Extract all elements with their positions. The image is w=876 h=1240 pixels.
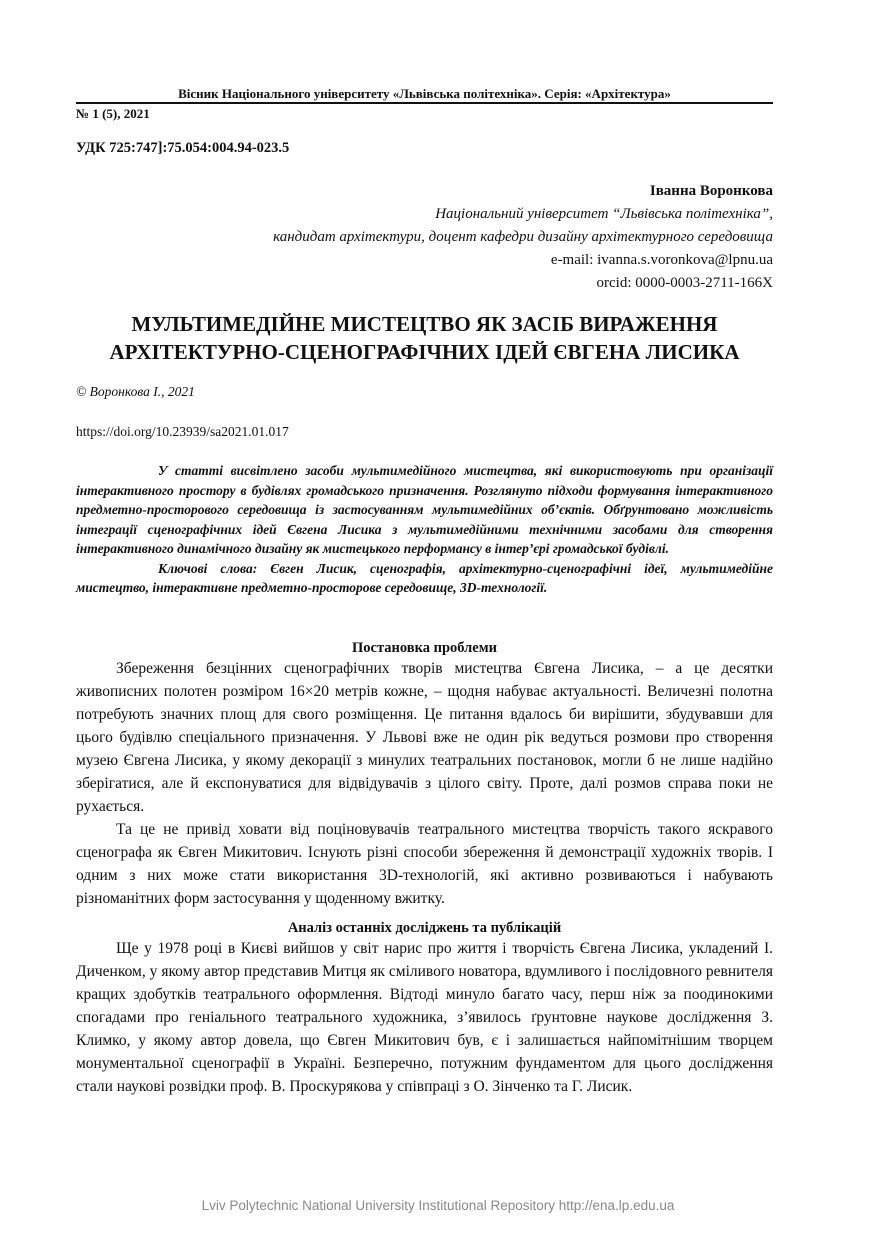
section-heading: Аналіз останніх досліджень та публікацій [287,920,562,936]
journal-header: Вісник Національного університету «Львівська політехніка». Серія: «Архітектура» [178,86,671,101]
section-body [76,657,773,910]
paragraph: Ще у 1978 році в Києві вийшов у світ нарис про життя і творчість Євгена Лисика, укладений І. Диченком, у якому автор представив Митця як сміливого новатора, вдумливого і послідовного ревнителя кращих здобутків театрального оформлення. Відтоді минуло багато часу, перш ніж за поодинокими спогадами про геніального театрального художника, з’явилось ґрунтовне наукове дослідження З. Климко, у якому автор довела, що Євген Микитович був, є і залишається найпомітнішим творцем монументальної сценографії в Україні. Безперечно, потужним фундаментом для цього дослідження стали наукові розвідки проф. В. Проскурякова у співпраці з О. Зінченко та Г. Лисик. [76,940,773,1095]
keywords: Ключові слова: Євген Лисик, сценографія, архітектурно-сценографічні ідеї, мультимедійне мистецтво, інтерактивне предметно-просторове середовище, 3D-технології. [76,560,773,595]
paragraph: Та це не привід ховати від поціновувачів театрального мистецтва творчість такого яскравого сценографа як Євген Микитович. Існують різні способи збереження й демонстрації художніх творів. І одним з них може стати використання 3D-технологій, які активно розвиваються і набувають різноманітних форм застосування у щоденному вжитку. [76,821,773,907]
paragraph: Збереження безцінних сценографічних творів мистецтва Євгена Лисика, – а це десятки живописних полотен розміром 16×20 метрів кожне, – щодня набуває актуальності. Величезні полотна потребують значних площ для свого розміщення. Це питання вдалось би вирішити, збудувавши для цього будівлю спеціального призначення. У Львові вже не один рік ведуться розмови про створення музею Євгена Лисика, у якому декорації з минулих театральних постановок, могли б не лише надійно зберігатися, але й експонуватися для відвідувачів з цілого світу. Проте, далі розмов справа поки не рухається. [76,660,773,815]
issue-number: № 1 (5), 2021 [76,106,150,121]
title-line-2: АРХІТЕКТУРНО-СЦЕНОГРАФІЧНИХ ІДЕЙ ЄВГЕНА ЛИСИКА [109,340,740,364]
title-line-1: МУЛЬТИМЕДІЙНЕ МИСТЕЦТВО ЯК ЗАСІБ ВИРАЖЕННЯ [131,312,718,336]
udc-code: УДК 725:747]:75.054:004.94-023.5 [76,140,290,156]
author-position: кандидат архітектури, доцент кафедри дизайну архітектурного середовища [273,229,773,245]
header-divider [76,102,773,104]
repository-footer: Lviv Polytechnic National University Institutional Repository http://ena.lp.edu.ua [201,1198,675,1213]
copyright-notice: © Воронкова І., 2021 [76,384,195,399]
abstract-text: У статті висвітлено засоби мультимедійного мистецтва, які використовують при організації інтерактивного простору в будівлях громадського призначення. Розглянуто підходи формування інтерактивного предметно-просторового середовища із застосуванням мультимедійних об’єктів. Обґрунтовано можливість інтеграції сценографічних ідей Євгена Лисика з мультимедійними технічними засобами для створення інтерактивного динамічного дизайну як мистецького перформансу в інтер’єрі громадської будівлі. [76,463,773,556]
section-body [76,937,773,1098]
author-affiliation: Національний університет “Львівська політехніка”, [435,206,773,222]
section-heading: Постановка проблеми [352,640,497,656]
doi-link[interactable]: https://doi.org/10.23939/sa2021.01.017 [76,424,289,439]
author-orcid: orcid: 0000-0003-2711-166X [596,275,773,291]
author-email[interactable]: e-mail: ivanna.s.voronkova@lpnu.ua [550,252,773,268]
paper-title [76,310,773,366]
author-block [273,180,773,295]
author-name: Іванна Воронкова [649,183,773,199]
abstract [76,461,773,598]
